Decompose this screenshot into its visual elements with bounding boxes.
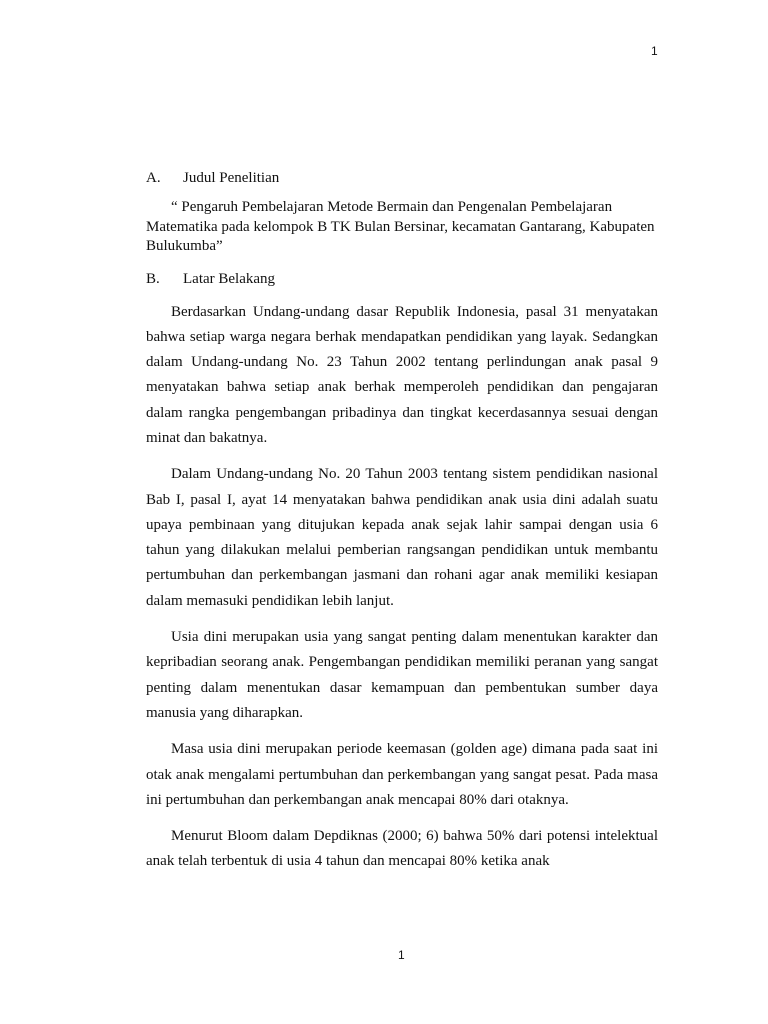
section-a-heading [146,169,658,187]
paragraph-2: Dalam Undang-undang No. 20 Tahun 2003 tentang sistem pendidikan nasional Bab I, pasal I, ayat 14 menyatakan bahwa pendidikan anak usia dini adalah suatu upaya pembinaan yang ditujukan kepada anak sejak lahir sampai dengan usia 6 tahun yang dilakukan melalui pemberian rangsangan pendidikan untuk membantu pertumbuhan dan perkembangan jasmani dan rohani agar anak memiliki kesiapan dalam memasuki pendidikan lebih lanjut. [146,466,658,609]
section-a-title: Judul Penelitian [183,170,280,186]
footer-page-number: 1 [398,948,405,962]
paragraph-4: Masa usia dini merupakan periode keemasan (golden age) dimana pada saat ini otak anak mengalami pertumbuhan dan perkembangan yang sangat pesat. Pada masa ini pertumbuhan dan perkembangan anak mencapai 80% dari otaknya. [146,741,658,808]
paragraph-3: Usia dini merupakan usia yang sangat penting dalam menentukan karakter dan kepribadian seorang anak. Pengembangan pendidikan memiliki peranan yang sangat penting dalam menentukan dasar kemampuan dan pembentukan sumber daya manusia yang diharapkan. [146,629,658,721]
research-title-quote: “ Pengaruh Pembelajaran Metode Bermain dan Pengenalan Pembelajaran Matematika pada kelompok B TK Bulan Bersinar, kecamatan Gantarang, Kabupaten Bulukumba” [146,199,655,254]
section-b-title: Latar Belakang [183,270,276,287]
section-a-letter: A. [146,170,161,186]
document-body [146,169,658,875]
paragraph-1: Berdasarkan Undang-undang dasar Republik Indonesia, pasal 31 menyatakan bahwa setiap warga negara berhak mendapatkan pendidikan yang layak. Sedangkan dalam Undang-undang No. 23 Tahun 2002 tentang perlindungan anak pasal 9 menyatakan bahwa setiap anak berhak memperoleh pendidikan dan pengajaran dalam rangka pengembangan pribadinya dan tingkat kecerdasannya sesuai dengan minat dan bakatnya. [146,303,658,446]
paragraph-5: Menurut Bloom dalam Depdiknas (2000; 6) bahwa 50% dari potensi intelektual anak telah terbentuk di usia 4 tahun dan mencapai 80% ketika anak [146,828,658,870]
header-page-number: 1 [651,44,658,58]
section-b-letter: B. [146,270,160,287]
section-b-heading [146,270,658,288]
